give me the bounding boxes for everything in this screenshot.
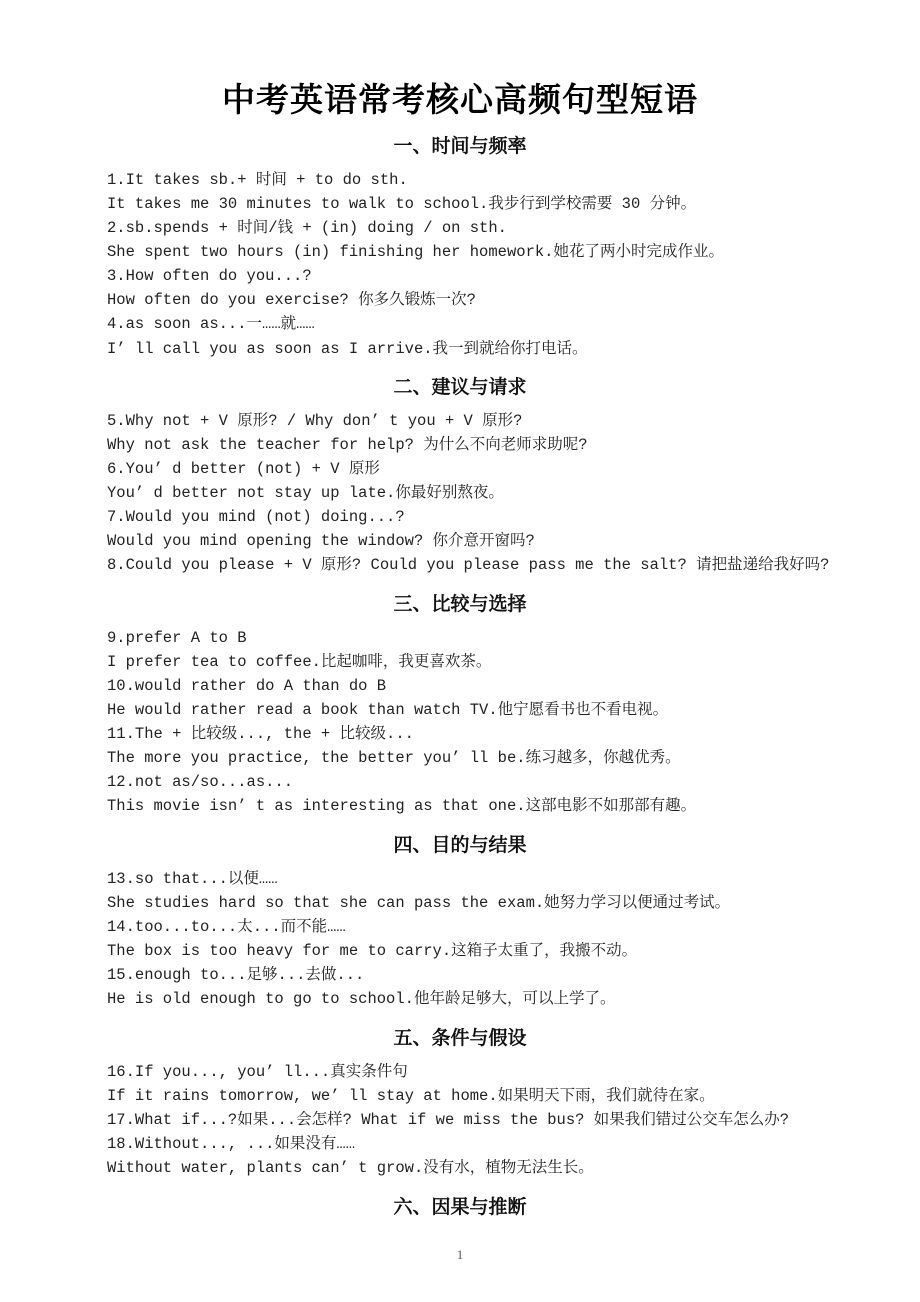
example-line: It takes me 30 minutes to walk to school.我步行到学校需要 30 分钟。 bbox=[107, 195, 697, 213]
page-number: 1 bbox=[456, 1247, 464, 1262]
section-heading-purpose-result: 四、目的与结果 bbox=[393, 834, 527, 856]
phrase-line: 11.The + 比较级..., the + 比较级... bbox=[107, 725, 414, 743]
phrase-line: 13.so that...以便…… bbox=[107, 870, 278, 888]
section-heading-suggestions-requests: 二、建议与请求 bbox=[393, 376, 527, 398]
example-line: This movie isn’ t as interesting as that one.这部电影不如那部有趣。 bbox=[107, 797, 697, 815]
phrase-line: 14.too...to...太...而不能…… bbox=[107, 918, 346, 936]
example-line: The box is too heavy for me to carry.这箱子太重了，我搬不动。 bbox=[107, 942, 638, 960]
phrase-line: 2.sb.spends + 时间/钱 + (in) doing / on sth. bbox=[107, 219, 507, 237]
phrase-line: 6.You’ d better (not) + V 原形 bbox=[107, 460, 380, 478]
example-line: Without water, plants can’ t grow.没有水，植物无法生长。 bbox=[107, 1159, 594, 1177]
document-title: 中考英语常考核心高频句型短语 bbox=[222, 80, 698, 119]
phrase-line: 17.What if...?如果...会怎样? What if we miss the bus? 如果我们错过公交车怎么办? bbox=[107, 1111, 790, 1129]
phrase-line: 18.Without..., ...如果没有…… bbox=[107, 1135, 356, 1153]
phrase-line: 5.Why not + V 原形? / Why don’ t you + V 原形? bbox=[107, 412, 523, 430]
example-line: I’ ll call you as soon as I arrive.我一到就给你打电话。 bbox=[107, 340, 588, 358]
example-line: She studies hard so that she can pass the exam.她努力学习以便通过考试。 bbox=[107, 894, 731, 912]
example-line: Would you mind opening the window? 你介意开窗吗? bbox=[107, 532, 535, 550]
example-line: Why not ask the teacher for help? 为什么不向老师求助呢? bbox=[107, 436, 588, 454]
phrase-line: 3.How often do you...? bbox=[107, 267, 312, 285]
section-heading-condition-hypothesis: 五、条件与假设 bbox=[393, 1027, 527, 1049]
example-line: He would rather read a book than watch TV.他宁愿看书也不看电视。 bbox=[107, 701, 669, 719]
phrase-line: 16.If you..., you’ ll...真实条件句 bbox=[107, 1063, 408, 1081]
phrase-line: 10.would rather do A than do B bbox=[107, 677, 387, 695]
section-heading-cause-inference: 六、因果与推断 bbox=[393, 1196, 527, 1218]
example-line: How often do you exercise? 你多久锻炼一次? bbox=[107, 291, 476, 309]
phrase-line: 15.enough to...足够...去做... bbox=[107, 966, 365, 984]
example-line: He is old enough to go to school.他年龄足够大，可以上学了。 bbox=[107, 990, 616, 1008]
phrase-line: 1.It takes sb.+ 时间 + to do sth. bbox=[107, 171, 408, 189]
section-heading-comparison-choice: 三、比较与选择 bbox=[393, 593, 527, 615]
example-line: I prefer tea to coffee.比起咖啡，我更喜欢茶。 bbox=[107, 653, 492, 671]
example-line: If it rains tomorrow, we’ ll stay at home.如果明天下雨，我们就待在家。 bbox=[107, 1087, 715, 1105]
example-line: You’ d better not stay up late.你最好别熬夜。 bbox=[107, 484, 504, 502]
phrase-line: 12.not as/so...as... bbox=[107, 773, 294, 791]
section-heading-time-frequency: 一、时间与频率 bbox=[393, 135, 527, 157]
phrase-line: 4.as soon as...一……就…… bbox=[107, 315, 315, 333]
phrase-line: 8.Could you please + V 原形? Could you please pass me the salt? 请把盐递给我好吗? bbox=[107, 556, 830, 574]
example-line: She spent two hours (in) finishing her homework.她花了两小时完成作业。 bbox=[107, 243, 724, 261]
phrase-line: 9.prefer A to B bbox=[107, 629, 247, 647]
example-line: The more you practice, the better you’ ll be.练习越多，你越优秀。 bbox=[107, 749, 681, 767]
phrase-line: 7.Would you mind (not) doing...? bbox=[107, 508, 405, 526]
